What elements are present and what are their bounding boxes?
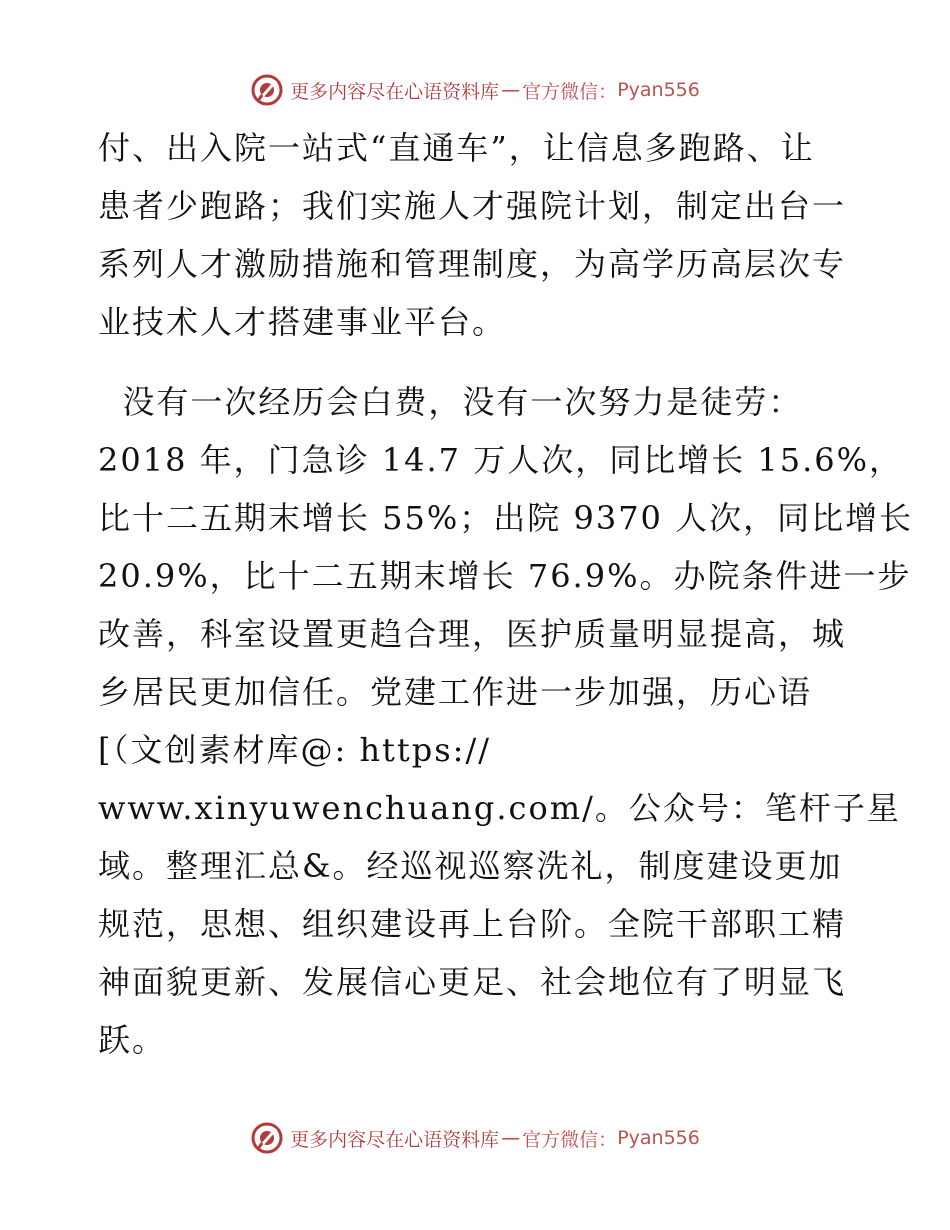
brand-logo-icon (250, 1121, 284, 1155)
text-line: 比十二五期末增长 55%；出院 9370 人次，同比增长 (98, 499, 914, 537)
banner-wechat-label: 官方微信： (522, 1128, 618, 1151)
text-line: 业技术人才搭建事业平台。 (98, 303, 507, 341)
text-line: 域。整理汇总&。经巡视巡察洗礼，制度建设更加 (98, 847, 843, 885)
text-line: 20.9%，比十二五期末增长 76.9%。办院条件进一步 (98, 557, 912, 595)
footer-banner (0, 1118, 950, 1158)
text-line: 规范，思想、组织建设再上台阶。全院干部职工精 (98, 905, 847, 943)
banner-dash: — (501, 1127, 521, 1149)
banner-wechat-id: Pyan556 (617, 1127, 700, 1149)
brand-logo-icon (250, 73, 284, 107)
text-line: 患者少跑路；我们实施人才强院计划，制定出台一 (98, 187, 847, 225)
text-line: 没有一次经历会白费，没有一次努力是徒劳： (98, 383, 803, 421)
text-line: 改善，科室设置更趋合理，医护质量明显提高，城 (98, 615, 847, 653)
text-line: 付、出入院一站式“直通车”，让信息多跑路、让 (98, 129, 815, 167)
document-body (98, 119, 914, 1069)
paragraph (98, 119, 858, 351)
paragraph (98, 373, 914, 1069)
header-banner (0, 70, 950, 110)
paragraph-gap (98, 351, 858, 373)
banner-wechat-id: Pyan556 (617, 79, 700, 101)
banner-main-text: 更多内容尽在心语资料库 (290, 1128, 500, 1151)
banner-wechat-label: 官方微信： (522, 80, 618, 103)
text-line: 乡居民更加信任。党建工作进一步加强，历心语 (98, 673, 813, 711)
banner-main-text: 更多内容尽在心语资料库 (290, 80, 500, 103)
text-line: [（文创素材库@: https:// (98, 731, 492, 769)
text-line: 神面貌更新、发展信心更足、社会地位有了明显飞 (98, 963, 847, 1001)
text-line: 系列人才激励措施和管理制度，为高学历高层次专 (98, 245, 847, 283)
text-line: www.xinyuwenchuang.com/。公众号：笔杆子星 (98, 789, 901, 827)
text-line: 2018 年，门急诊 14.7 万人次，同比增长 15.6%， (98, 441, 904, 479)
banner-dash: — (501, 79, 521, 101)
text-line: 跃。 (98, 1021, 167, 1059)
